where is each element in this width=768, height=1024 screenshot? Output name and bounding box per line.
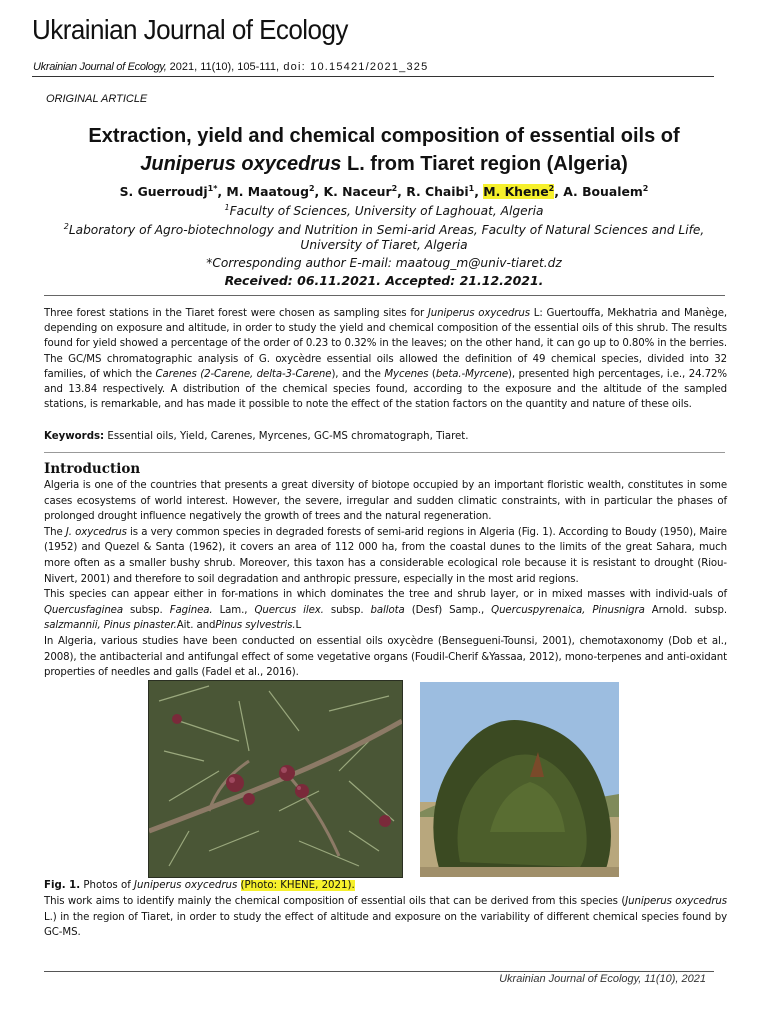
species-name: Juniperus oxycedrus [140, 153, 342, 175]
introduction-body [44, 478, 727, 681]
author-sup: 2 [308, 184, 315, 193]
section-heading: Introduction [44, 461, 141, 477]
journal-citation [33, 61, 428, 73]
paragraph: In Algeria, various studies have been conducted on essential oils oxycèdre (Benseguеni-Tounsi, 2001), chemotaxonomy (Dob et al., 2008), the antibacterial and antifungal effect of some vegetative organs (Foudil-Cherif &Yassaa, 2012), mono-terpenes and anti-oxidant properties of needles and galls (Fadel et al., 2016). [44, 635, 727, 679]
journal-title: Ukrainian Journal of Ecology [32, 14, 348, 45]
juniper-branch-image [149, 681, 402, 877]
paragraph-italic: Quercus ilex. [254, 604, 324, 616]
author-sup: 2 [642, 184, 649, 193]
author-highlighted [483, 184, 554, 199]
abstract-text: ( [428, 368, 436, 380]
caption-highlight: (Photo: KHENE, 2021). [240, 880, 355, 891]
paragraph-italic: Juniperus oxycedrus [625, 896, 727, 907]
paragraph-text: Lam., [212, 604, 255, 616]
paragraph-text: L [295, 620, 302, 632]
paragraph-text: This work aims to identify mainly the chemical composition of essential oils that can be derived from this species ( [44, 896, 626, 907]
keywords-label: Keywords: [44, 431, 105, 442]
affiliation-text: Laboratory of Agro-biotechnology and Nutrition in Semi-arid Areas, Faculty of Natural Sciences and Life, [68, 223, 705, 238]
citation-volume: 2021, 11(10), 105-111, [166, 61, 280, 73]
figure-caption [44, 880, 355, 891]
paragraph-text: This species can appear either in for-mations in which dominates the tree and shrub layer, or in mixed masses with individ-uals of [44, 589, 727, 601]
received-accepted-dates: Received: 06.11.2021. Accepted: 21.12.2021. [224, 273, 544, 288]
author: , A. Boualem [554, 184, 643, 200]
paragraph-text: subsp. [323, 604, 371, 616]
caption-italic: Juniperus oxycedrus [134, 880, 238, 891]
paragraph-text: Arnold. subsp. [644, 604, 727, 616]
title-rest: L. from Tiaret region (Algeria) [341, 153, 628, 175]
corresponding-author: *Corresponding author E-mail: maatoug_m@univ-tiaret.dz [206, 256, 562, 270]
abstract-text: ), presented high percentages, i.e., 24.72% and 13.84 respectively. A distribution of the chemical species found, according to the exposure and the altitude of the sampled stations, is remarkable, and has made it possible to note the effect of the station factors on the quantity and nature of these oils. [44, 368, 727, 411]
article-title-line2 [30, 150, 738, 178]
article-type: ORIGINAL ARTICLE [46, 93, 148, 105]
author: , R. Chaibi [397, 184, 469, 200]
abstract-italic: beta.-Myrcene [435, 368, 508, 380]
paragraph-text: L.) in the region of Tiaret, in order to study the effect of altitude and exposure on the variability of different chemical species found by GC-MS. [44, 911, 727, 939]
caption-text: Photos of [80, 880, 135, 891]
affiliation-2-cont: University of Tiaret, Algeria [300, 238, 468, 252]
author-sup: 1* [207, 184, 218, 193]
abstract-text: ), and the [331, 368, 385, 380]
abstract [44, 306, 727, 412]
keywords-text: Essential oils, Yield, Carenes, Myrcenes, GC-MS chromatograph, Tiaret. [104, 431, 469, 442]
author-separator: , [474, 184, 484, 200]
paragraph-text: The [44, 526, 66, 538]
abstract-italic: Juniperus oxycedrus [427, 308, 530, 319]
juniper-shrub-image [420, 682, 619, 877]
author-list [30, 181, 738, 200]
affiliation-sup: 2 [63, 222, 69, 231]
abstract-text: Three forest stations in the Tiaret forest were chosen as sampling sites for [44, 308, 428, 319]
paragraph: Algeria is one of the countries that presents a great diversity of biotope occupied by an important floristic wealth, constitutes in some cases ecosystems of world interest. However, the severe, irregular and sudden climatic constraints, with in particular the phases of prolonged drought influence negatively the growth of trees and the natural regeneration. [44, 480, 727, 523]
page-footer: Ukrainian Journal of Ecology, 11(10), 2021 [499, 973, 706, 985]
author: , K. Naceur [314, 184, 392, 200]
paragraph-italic: salzmannii, Pinus pinaster. [44, 620, 177, 632]
author: S. Guerroudj [119, 184, 208, 200]
header-rule [32, 76, 714, 77]
juniper-shrub-photo [420, 682, 619, 877]
paragraph [44, 525, 727, 587]
abstract-italic: Carenes (2-Carene, delta-3-Carene [155, 368, 332, 380]
author: , M. Maatoug [217, 184, 309, 200]
juniper-branch-photo [148, 680, 403, 878]
affiliation-text: Faculty of Sciences, University of Laghouat, Algeria [229, 204, 544, 219]
author-sup: 2 [548, 184, 555, 193]
paragraph-text: is a very common species in degraded forests of semi-arid regions in Algeria (Fig. 1). According to Boudy (1950), Maire (1952) and Quezel & Santa (1962), it covers an area of 112 000 ha, from the coastal dunes to the limits of the great Sahara, much more often as a smaller bushy shrub. Moreover, this taxon has a considerable ecological role because it is resistant to drought (Riou-Nivert, 2001) and therefore to soil degradation and anthropic pressure, especially in the most arid regions. [44, 526, 727, 585]
author-sup: 1 [468, 184, 475, 193]
abstract-text: L: Guertouffa, Mekhatria and Manège, depending on exposure and altitude, in order to study the yield and chemical composition of the essential oils of this shrub. The results found for yield showed a percentage of the order of 0.23 to 0.32% in the leaves; on the other hand, it can go up to 0.80% in the berries. The GC/MS chromatographic analysis of G. oxycèdre essential oils allowed the definition of 49 chemical species, divided into 32 families, of which the [44, 308, 727, 380]
author-sup: 2 [391, 184, 398, 193]
paragraph [44, 587, 727, 634]
paragraph-text: subsp. [123, 604, 170, 616]
abstract-italic: Mycenes [384, 368, 429, 380]
affiliation-2 [30, 218, 738, 239]
paragraph-italic: ballota [370, 604, 405, 616]
paragraph-italic: Faginea. [169, 604, 213, 616]
article-title-line1: Extraction, yield and chemical composition of essential oils of [88, 125, 680, 147]
citation-doi: doi: 10.15421/2021_325 [279, 61, 429, 73]
paragraph-italic: Pinus sylvestris. [215, 620, 296, 632]
figure-label: Fig. 1. [44, 880, 81, 891]
affiliation-sup: 1 [224, 203, 230, 212]
paragraph-italic: J. oxycedrus [65, 526, 127, 538]
paragraph-italic: Quercusfaginea [44, 604, 123, 616]
citation-journal-name: Ukrainian Journal of Ecology, [33, 61, 167, 73]
affiliation-1 [30, 199, 738, 220]
keywords-rule [44, 452, 725, 453]
keywords [44, 431, 469, 442]
author: M. Khene [483, 184, 549, 200]
abstract-rule [44, 295, 725, 296]
paragraph-italic: Quercuspyrenaica, Pinusnigra [491, 604, 645, 616]
paragraph-text: Ait. and [176, 620, 216, 632]
paragraph-text: (Desf) Samp., [404, 604, 492, 616]
footer-rule [44, 971, 714, 972]
aims-paragraph [44, 894, 727, 941]
